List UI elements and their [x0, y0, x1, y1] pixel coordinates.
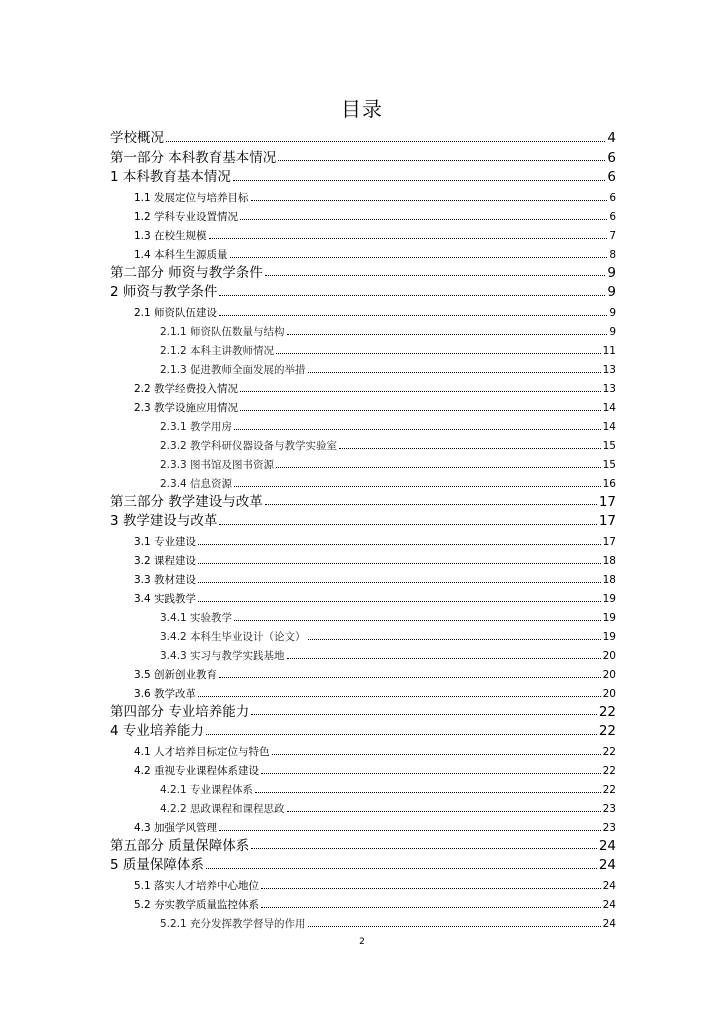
toc-entry-page: 20 [602, 650, 616, 662]
toc-entry-label: 2.1.2 本科主讲教师情况 [160, 345, 275, 357]
toc-entry-page: 11 [602, 345, 616, 357]
toc-dot-leader [278, 159, 605, 161]
toc-dot-leader [251, 199, 608, 201]
toc-entry-page: 16 [602, 478, 616, 490]
toc-entry-page: 6 [609, 211, 616, 223]
toc-dot-leader [240, 218, 607, 220]
toc-dot-leader [198, 600, 601, 602]
toc-entry[interactable] [110, 834, 616, 854]
toc-dot-leader [206, 733, 597, 735]
toc-entry-page: 22 [598, 703, 616, 720]
toc-entry-page: 6 [607, 149, 616, 166]
toc-entry-page: 4 [607, 130, 616, 146]
toc-entry[interactable] [110, 452, 616, 471]
toc-entry-label: 4.3 加强学风管理 [134, 822, 218, 834]
page-number: 2 [359, 937, 365, 947]
toc-entry-label: 3.2 课程建设 [134, 555, 197, 567]
toc-entry-page: 19 [602, 631, 616, 643]
toc-entry-page: 24 [602, 899, 616, 911]
toc-entry[interactable] [110, 796, 616, 815]
toc-entry-label: 1.1 发展定位与培养目标 [134, 192, 249, 204]
toc-entry-page: 18 [602, 574, 616, 586]
toc-dot-leader [240, 390, 601, 392]
toc-entry-page: 24 [602, 918, 616, 930]
toc-entry-label: 5.2.1 充分发挥教学督导的作用 [160, 918, 306, 930]
toc-entry[interactable] [110, 758, 616, 777]
toc-entry-page: 18 [602, 555, 616, 567]
toc-entry-page: 20 [602, 669, 616, 681]
toc-entry-label: 第三部分 教学建设与改革 [110, 493, 263, 510]
toc-dot-leader [240, 409, 601, 411]
toc-entry[interactable] [110, 395, 616, 414]
toc-entry[interactable] [110, 681, 616, 700]
toc-entry-label: 4.2.1 专业课程体系 [160, 784, 254, 796]
toc-entry-page: 17 [598, 513, 616, 529]
toc-entry[interactable] [110, 376, 616, 395]
toc-entry-page: 22 [602, 765, 616, 777]
toc-entry[interactable] [110, 815, 616, 834]
toc-entry[interactable] [110, 719, 616, 739]
toc-entry[interactable] [110, 662, 616, 681]
toc-dot-leader [219, 314, 607, 316]
toc-dot-leader [251, 713, 597, 715]
toc-entry[interactable] [110, 319, 616, 338]
toc-entry-label: 4.1 人才培养目标定位与特色 [134, 746, 270, 758]
toc-entry[interactable] [110, 777, 616, 796]
toc-entry-label: 5.1 落实人才培养中心地位 [134, 880, 260, 892]
toc-dot-leader [219, 523, 596, 525]
toc-dot-leader [287, 810, 601, 812]
toc-entry-page: 17 [602, 536, 616, 548]
toc-dot-leader [198, 543, 601, 545]
toc-entry-label: 2 师资与教学条件 [110, 284, 218, 300]
toc-entry-label: 2.3.4 信息资源 [160, 478, 233, 490]
toc-entry-page: 13 [602, 364, 616, 376]
toc-dot-leader [219, 294, 605, 296]
toc-entry-page: 15 [602, 440, 616, 452]
toc-entry-page: 6 [609, 192, 616, 204]
toc-dot-leader [233, 179, 606, 181]
toc-entry-page: 24 [598, 837, 616, 854]
toc-entry-page: 23 [602, 803, 616, 815]
toc-dot-leader [276, 466, 601, 468]
toc-entry-label: 4.2 重视专业课程体系建设 [134, 765, 260, 777]
toc-entry-page: 8 [609, 249, 616, 261]
toc-entry-label: 第二部分 师资与教学条件 [110, 264, 263, 281]
toc-entry-page: 22 [602, 746, 616, 758]
toc-dot-leader [339, 447, 601, 449]
toc-entry-label: 2.1.3 促进教师全面发展的举措 [160, 364, 306, 376]
toc-entry[interactable] [110, 414, 616, 433]
toc-entry[interactable] [110, 586, 616, 605]
toc-entry-label: 5 质量保障体系 [110, 857, 204, 873]
toc-dot-leader [251, 847, 597, 849]
toc-dot-leader [198, 562, 601, 564]
toc-entry-label: 第一部分 本科教育基本情况 [110, 149, 277, 166]
toc-entry-label: 4 专业培养能力 [110, 723, 204, 739]
toc-dot-leader [198, 695, 601, 697]
toc-entry-label: 3.4 实践教学 [134, 593, 197, 605]
toc-entry[interactable] [110, 739, 616, 758]
toc-dot-leader [255, 791, 601, 793]
toc-entry[interactable] [110, 853, 616, 873]
toc-entry[interactable] [110, 280, 616, 300]
toc-dot-leader [230, 256, 608, 258]
toc-title: 目录 [341, 97, 383, 121]
toc-entry-label: 2.3.1 教学用房 [160, 421, 233, 433]
toc-entry-label: 3.1 专业建设 [134, 536, 197, 548]
toc-entry[interactable] [110, 911, 616, 930]
toc-entry-label: 3.4.3 实习与教学实践基地 [160, 650, 285, 662]
toc-entry[interactable] [110, 892, 616, 911]
toc-entry-page: 20 [602, 688, 616, 700]
toc-entry-page: 19 [602, 593, 616, 605]
toc-entry[interactable] [110, 300, 616, 319]
toc-entry-label: 2.2 教学经费投入情况 [134, 383, 239, 395]
toc-entry[interactable] [110, 490, 616, 510]
toc-entry-page: 9 [609, 326, 616, 338]
toc-entry-label: 2.1 师资队伍建设 [134, 307, 218, 319]
toc-entry-page: 14 [602, 402, 616, 414]
toc-entry-label: 第五部分 质量保障体系 [110, 837, 250, 854]
toc-entry[interactable] [110, 624, 616, 643]
toc-entry-label: 1 本科教育基本情况 [110, 169, 231, 185]
toc-entry[interactable] [110, 567, 616, 586]
toc-entry-label: 学校概况 [110, 130, 164, 146]
toc-dot-leader [261, 887, 601, 889]
toc-dot-leader [234, 485, 601, 487]
toc-entry-label: 3.4.1 实验教学 [160, 612, 233, 624]
toc-dot-leader [308, 371, 601, 373]
toc-entry-label: 2.3.2 教学科研仪器设备与教学实验室 [160, 440, 338, 452]
toc-entry-label: 1.4 本科生生源质量 [134, 249, 228, 261]
toc-dot-leader [198, 581, 601, 583]
toc-entry-page: 15 [602, 459, 616, 471]
toc-entry-label: 2.3.3 图书馆及图书资源 [160, 459, 275, 471]
toc-entry[interactable] [110, 471, 616, 490]
toc-entry-label: 2.3 教学设施应用情况 [134, 402, 239, 414]
toc-dot-leader [234, 619, 601, 621]
toc-entry-page: 9 [607, 264, 616, 281]
toc-dot-leader [219, 829, 601, 831]
toc-entry-label: 4.2.2 思政课程和课程思政 [160, 803, 285, 815]
toc-entry[interactable] [110, 643, 616, 662]
toc-dot-leader [209, 237, 608, 239]
toc-dot-leader [166, 140, 605, 142]
toc-entry-label: 3.5 创新创业教育 [134, 669, 218, 681]
toc-entry-page: 23 [602, 822, 616, 834]
toc-entry[interactable] [110, 338, 616, 357]
toc-entry-page: 7 [609, 230, 616, 242]
toc-entry-page: 22 [598, 723, 616, 739]
toc-entry[interactable] [110, 165, 616, 185]
toc-entry[interactable] [110, 509, 616, 529]
toc-entry-page: 6 [607, 169, 616, 185]
toc-dot-leader [265, 274, 606, 276]
toc-entry-page: 22 [602, 784, 616, 796]
toc-entry-label: 第四部分 专业培养能力 [110, 703, 250, 720]
toc-entry[interactable] [110, 126, 616, 146]
toc-dot-leader [261, 772, 601, 774]
toc-entry-label: 3.4.2 本科生毕业设计（论文） [160, 631, 306, 643]
toc-dot-leader [287, 657, 601, 659]
toc-entry-page: 9 [607, 284, 616, 300]
toc-entry[interactable] [110, 700, 616, 720]
toc-entry-label: 5.2 夯实教学质量监控体系 [134, 899, 260, 911]
toc-dot-leader [234, 428, 601, 430]
toc-entry[interactable] [110, 242, 616, 261]
toc-entry[interactable] [110, 146, 616, 166]
toc-entry[interactable] [110, 548, 616, 567]
toc-entry-page: 19 [602, 612, 616, 624]
toc-entry[interactable] [110, 529, 616, 548]
toc-entry-label: 3.3 教材建设 [134, 574, 197, 586]
toc-entry-page: 24 [598, 857, 616, 873]
toc-entry[interactable] [110, 185, 616, 204]
toc-dot-leader [261, 906, 601, 908]
toc-dot-leader [276, 352, 601, 354]
toc-dot-leader [308, 925, 601, 927]
toc-dot-leader [308, 638, 601, 640]
toc-dot-leader [206, 867, 597, 869]
toc-entry-page: 9 [609, 307, 616, 319]
toc-dot-leader [272, 753, 601, 755]
toc-dot-leader [219, 676, 601, 678]
toc-entry[interactable] [110, 261, 616, 281]
toc-entry-label: 2.1.1 师资队伍数量与结构 [160, 326, 285, 338]
toc-entry-label: 3 教学建设与改革 [110, 513, 218, 529]
toc-entry-label: 3.6 教学改革 [134, 688, 197, 700]
toc-dot-leader [287, 333, 608, 335]
toc-entry-page: 17 [598, 493, 616, 510]
toc-dot-leader [265, 503, 597, 505]
toc-entry-label: 1.3 在校生规模 [134, 230, 207, 242]
toc-entry[interactable] [110, 357, 616, 376]
toc-entry-page: 14 [602, 421, 616, 433]
toc-entry[interactable] [110, 204, 616, 223]
toc-entry[interactable] [110, 433, 616, 452]
toc-entry-page: 13 [602, 383, 616, 395]
toc-entry[interactable] [110, 223, 616, 242]
toc-entry[interactable] [110, 605, 616, 624]
toc-list [110, 126, 616, 930]
toc-entry[interactable] [110, 873, 616, 892]
toc-entry-page: 24 [602, 880, 616, 892]
toc-entry-label: 1.2 学科专业设置情况 [134, 211, 239, 223]
